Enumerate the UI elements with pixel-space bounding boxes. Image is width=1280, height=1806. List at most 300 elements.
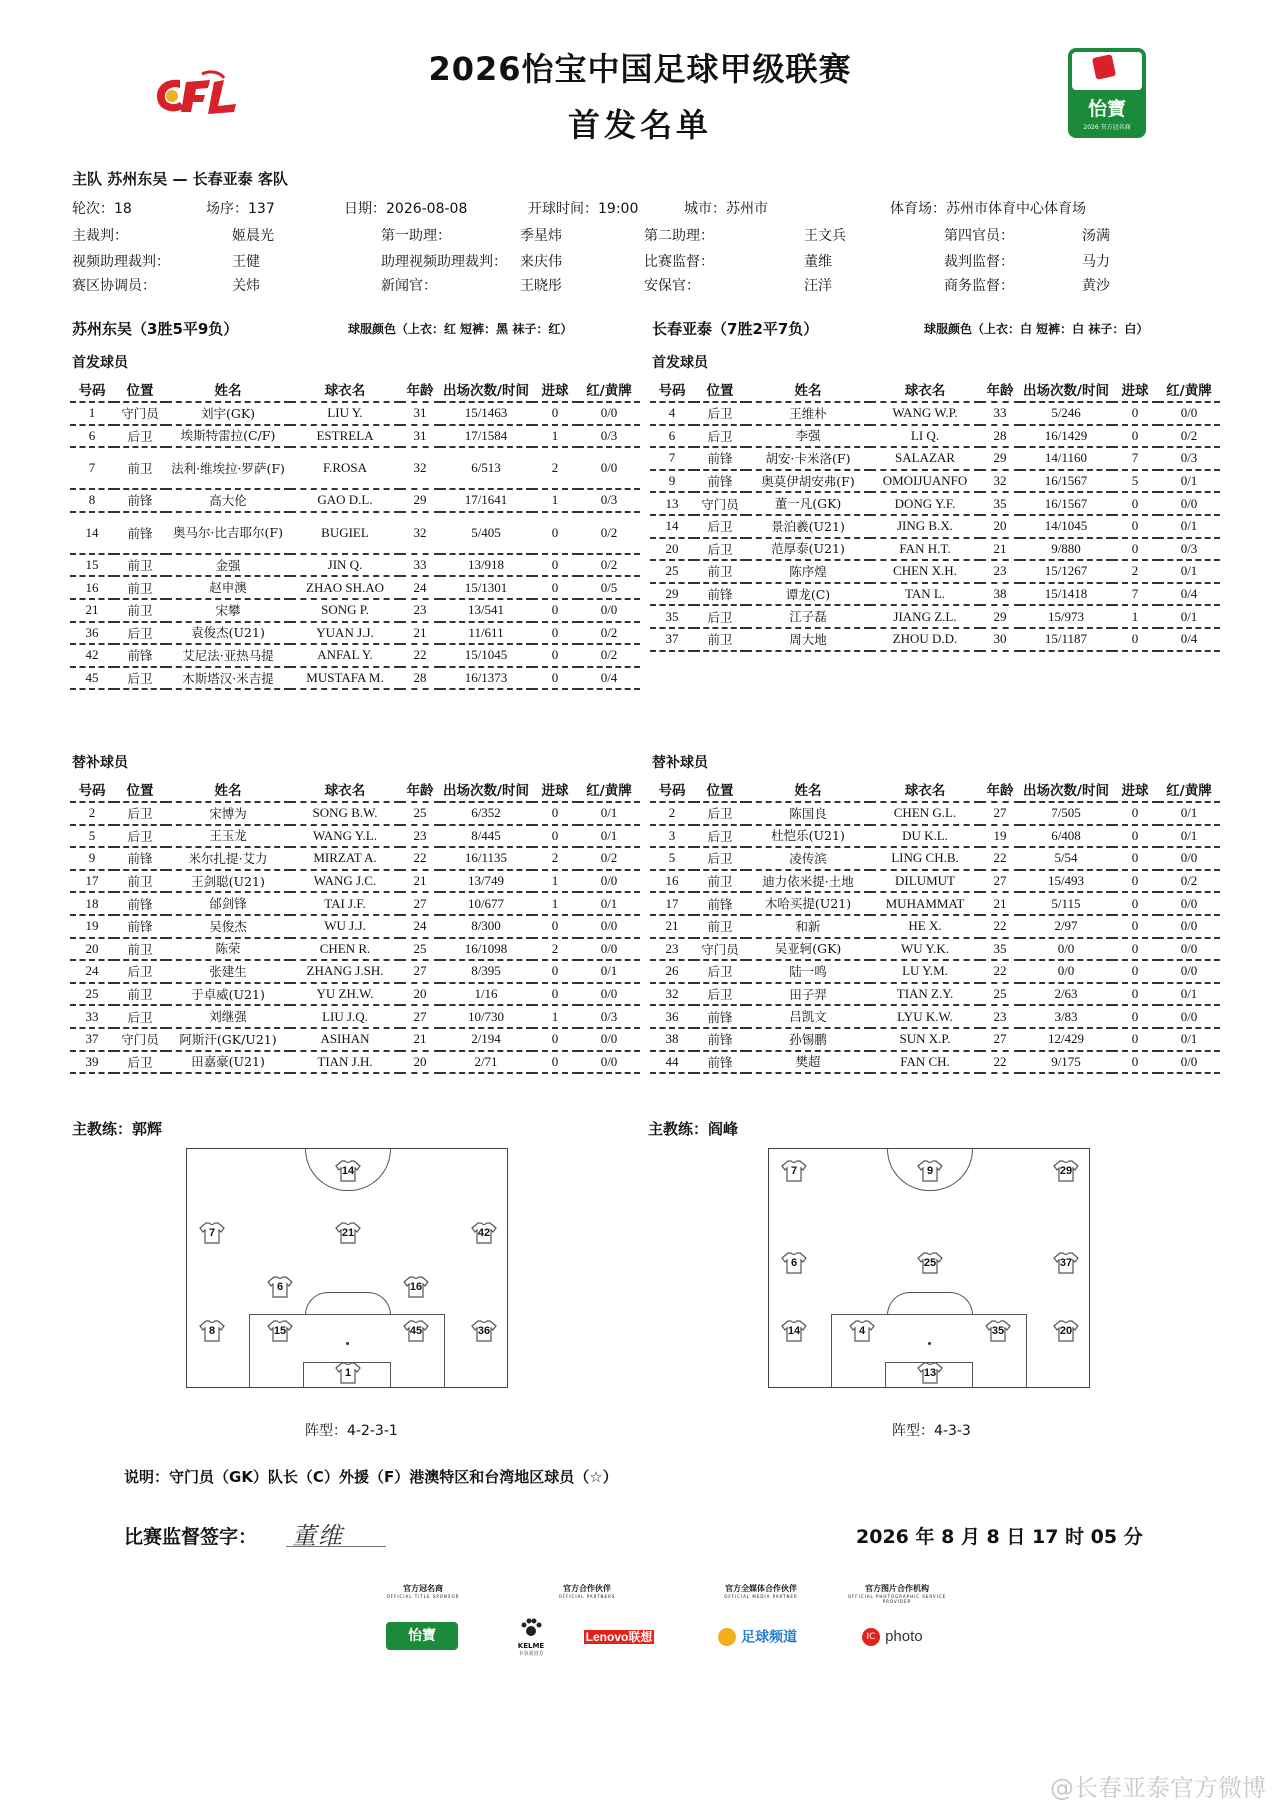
goals: 0: [532, 825, 578, 848]
appearances: 15/1418: [1020, 583, 1112, 606]
goals: 7: [1112, 583, 1158, 606]
shirt-name: JIN Q.: [290, 554, 400, 577]
player-number: 25: [650, 560, 694, 583]
player-name: 木斯塔汉·米吉提: [166, 667, 290, 690]
cards: 0/3: [1158, 447, 1220, 470]
shirt-number: 42: [477, 1227, 491, 1239]
cards: 0/0: [578, 983, 640, 1006]
appearances: 8/300: [440, 915, 532, 938]
cards: 0/1: [1158, 983, 1220, 1006]
table-row: [70, 1051, 640, 1074]
column-header: 进球: [1112, 777, 1158, 802]
player-age: 33: [980, 402, 1020, 425]
cards: 0/1: [578, 825, 640, 848]
shirt-number: 13: [923, 1367, 937, 1379]
goals: 0: [1112, 538, 1158, 561]
shirt-name: TAI J.F.: [290, 892, 400, 915]
player-number: 32: [650, 983, 694, 1006]
goals: 0: [1112, 870, 1158, 893]
column-header: 姓名: [746, 777, 870, 802]
cards: 0/2: [578, 512, 640, 554]
shirt-name: WANG J.C.: [290, 870, 400, 893]
appearances: 8/445: [440, 825, 532, 848]
player-position: 前锋: [694, 1005, 746, 1028]
cards: 0/2: [578, 847, 640, 870]
shirt-name: CHEN X.H.: [870, 560, 980, 583]
yibao-partner-logo: 怡寶: [386, 1622, 458, 1650]
player-shirt-icon: [849, 1320, 875, 1342]
table-row: [70, 1005, 640, 1028]
shirt-name: SALAZAR: [870, 447, 980, 470]
appearances: 6/513: [440, 447, 532, 489]
player-age: 35: [980, 938, 1020, 961]
shirt-number: 14: [341, 1165, 355, 1177]
player-shirt-icon: [1053, 1160, 1079, 1182]
cards: 0/4: [1158, 628, 1220, 651]
player-number: 4: [650, 402, 694, 425]
column-header: 球衣名: [870, 777, 980, 802]
player-name: 刘继强: [166, 1005, 290, 1028]
appearances: 1/16: [440, 983, 532, 1006]
weibo-watermark: @长春亚泰官方微博: [1050, 1774, 1266, 1802]
goals: 0: [532, 983, 578, 1006]
player-age: 30: [980, 628, 1020, 651]
table-row: [650, 538, 1220, 561]
column-header: 号码: [70, 377, 114, 402]
player-shirt-icon: [199, 1320, 225, 1342]
player-age: 23: [400, 599, 440, 622]
goals: 1: [532, 892, 578, 915]
player-age: 31: [400, 425, 440, 448]
player-age: 27: [980, 870, 1020, 893]
player-age: 27: [400, 892, 440, 915]
appearances: 6/408: [1020, 825, 1112, 848]
goals: 0: [532, 512, 578, 554]
player-name: 江子磊: [746, 605, 870, 628]
player-age: 32: [400, 447, 440, 489]
player-name: 王玉龙: [166, 825, 290, 848]
player-position: 前卫: [114, 576, 166, 599]
cards: 0/1: [1158, 605, 1220, 628]
goals: 0: [1112, 1005, 1158, 1028]
player-age: 21: [980, 892, 1020, 915]
player-name: 吕凯文: [746, 1005, 870, 1028]
appearances: 16/1567: [1020, 492, 1112, 515]
player-name: 金强: [166, 554, 290, 577]
cards: 0/0: [1158, 1005, 1220, 1028]
player-age: 29: [400, 489, 440, 512]
goals: 1: [532, 1005, 578, 1028]
player-name: 木哈买提(U21): [746, 892, 870, 915]
player-age: 29: [980, 447, 1020, 470]
home-subs-table: [70, 777, 640, 1074]
player-number: 14: [70, 512, 114, 554]
player-age: 23: [400, 825, 440, 848]
table-row: [70, 622, 640, 645]
shirt-name: ESTRELA: [290, 425, 400, 448]
player-name: 米尔扎提·艾力: [166, 847, 290, 870]
goals: 0: [532, 802, 578, 825]
away-formation: 阵型：4-3-3: [892, 1423, 971, 1439]
shirt-number: 4: [858, 1325, 866, 1337]
goals: 0: [1112, 492, 1158, 515]
appearances: 17/1641: [440, 489, 532, 512]
player-age: 22: [980, 960, 1020, 983]
appearances: 11/611: [440, 622, 532, 645]
table-row: [650, 515, 1220, 538]
player-position: 后卫: [694, 960, 746, 983]
column-header: 红/黄牌: [578, 777, 640, 802]
player-age: 25: [400, 802, 440, 825]
goals: 0: [532, 402, 578, 425]
column-header: 出场次数/时间: [1020, 777, 1112, 802]
away-team-record: 长春亚泰（7胜2平7负）: [652, 320, 819, 338]
player-position: 后卫: [694, 515, 746, 538]
player-position: 前卫: [114, 938, 166, 961]
player-position: 前锋: [694, 1051, 746, 1074]
ic-photo-icon: IC: [862, 1628, 880, 1646]
player-position: 前锋: [694, 447, 746, 470]
player-number: 21: [650, 915, 694, 938]
player-number: 3: [650, 825, 694, 848]
player-name: 杜恺乐(U21): [746, 825, 870, 848]
shirt-name: ZHOU D.D.: [870, 628, 980, 651]
stadium-info: 体育场：苏州市体育中心体育场: [890, 201, 1086, 217]
partner-title-1: 官方冠名商: [403, 1584, 443, 1593]
away-starters-heading: 首发球员: [652, 355, 708, 371]
away-subs-table: [650, 777, 1220, 1074]
table-row: [650, 983, 1220, 1006]
column-header: 红/黄牌: [578, 377, 640, 402]
cards: 0/0: [578, 938, 640, 961]
player-position: 后卫: [114, 1005, 166, 1028]
player-number: 33: [70, 1005, 114, 1028]
ic-photo-logo: IC photo: [862, 1626, 952, 1648]
goals: 0: [532, 554, 578, 577]
home-subs-heading: 替补球员: [72, 755, 128, 771]
player-age: 21: [400, 1028, 440, 1051]
home-team-record: 苏州东吴（3胜5平9负）: [72, 320, 239, 338]
table-row: [70, 576, 640, 599]
goals: 0: [1112, 802, 1158, 825]
player-name: 谭龙(C): [746, 583, 870, 606]
column-header: 姓名: [166, 777, 290, 802]
goals: 2: [1112, 560, 1158, 583]
column-header: 进球: [1112, 377, 1158, 402]
player-age: 22: [980, 915, 1020, 938]
player-name: 田子羿: [746, 983, 870, 1006]
column-header: 年龄: [400, 377, 440, 402]
player-age: 22: [400, 847, 440, 870]
table-row: [650, 425, 1220, 448]
player-age: 21: [400, 870, 440, 893]
player-position: 前锋: [694, 470, 746, 493]
player-name: 王维朴: [746, 402, 870, 425]
shirt-name: FAN H.T.: [870, 538, 980, 561]
partner-title-3: 官方全媒体合作伙伴: [725, 1584, 797, 1593]
goals: 1: [1112, 605, 1158, 628]
cards: 0/2: [578, 644, 640, 667]
player-position: 守门员: [114, 402, 166, 425]
home-coach: 主教练：郭辉: [72, 1120, 163, 1138]
table-row: [70, 667, 640, 690]
player-position: 前卫: [114, 983, 166, 1006]
player-shirt-icon: [267, 1276, 293, 1298]
signature: 董维: [292, 1522, 344, 1550]
shirt-number: 6: [276, 1281, 284, 1293]
table-row: [650, 1005, 1220, 1028]
document-title: 首发名单: [567, 106, 712, 144]
table-row: [650, 447, 1220, 470]
shirt-name: JING B.X.: [870, 515, 980, 538]
goals: 0: [532, 576, 578, 599]
goals: 0: [532, 960, 578, 983]
official-name: 马力: [1082, 254, 1110, 270]
cards: 0/0: [578, 1051, 640, 1074]
away-formation-pitch: [768, 1148, 1090, 1388]
player-name: 邰剑锋: [166, 892, 290, 915]
player-number: 45: [70, 667, 114, 690]
paw-icon: [520, 1618, 542, 1638]
player-age: 24: [400, 576, 440, 599]
player-age: 23: [980, 560, 1020, 583]
player-number: 15: [70, 554, 114, 577]
player-name: 奥马尔·比吉耶尔(F): [166, 512, 290, 554]
football-channel-logo: 足球频道: [718, 1626, 828, 1648]
player-position: 前锋: [114, 892, 166, 915]
goals: 5: [1112, 470, 1158, 493]
shirt-number: 9: [926, 1165, 934, 1177]
player-name: 陈荣: [166, 938, 290, 961]
official-label: 裁判监督：: [944, 254, 1014, 270]
shirt-name: WANG Y.L.: [290, 825, 400, 848]
appearances: 13/541: [440, 599, 532, 622]
column-header: 号码: [70, 777, 114, 802]
cards: 0/0: [1158, 492, 1220, 515]
player-position: 前锋: [114, 847, 166, 870]
appearances: 5/405: [440, 512, 532, 554]
appearances: 3/83: [1020, 1005, 1112, 1028]
table-row: [70, 892, 640, 915]
column-header: 红/黄牌: [1158, 777, 1220, 802]
partner-sub-4: OFFICIAL PHOTOGRAPHIC SERVICE PROVIDER: [847, 1594, 947, 1604]
official-label: 安保官：: [644, 278, 700, 294]
player-number: 5: [650, 847, 694, 870]
shirt-number: 21: [341, 1227, 355, 1239]
sponsor-logo: 怡寶 2026 官方冠名商: [1068, 48, 1146, 138]
official-name: 王晓彤: [520, 278, 562, 294]
player-number: 36: [650, 1005, 694, 1028]
shirt-name: TIAN Z.Y.: [870, 983, 980, 1006]
table-row: [650, 892, 1220, 915]
table-row: [650, 605, 1220, 628]
player-age: 27: [400, 1005, 440, 1028]
player-shirt-icon: [335, 1160, 361, 1182]
shirt-name: DILUMUT: [870, 870, 980, 893]
appearances: 8/395: [440, 960, 532, 983]
match-no-info: 场序：137: [206, 201, 275, 217]
official-label: 视频助理裁判：: [72, 254, 170, 270]
official-name: 姬晨光: [232, 228, 274, 244]
appearances: 13/749: [440, 870, 532, 893]
shirt-name: LYU K.W.: [870, 1005, 980, 1028]
appearances: 2/71: [440, 1051, 532, 1074]
appearances: 14/1045: [1020, 515, 1112, 538]
cards: 0/1: [578, 892, 640, 915]
goals: 0: [1112, 847, 1158, 870]
player-name: 艾尼法·亚热马提: [166, 644, 290, 667]
player-number: 9: [70, 847, 114, 870]
away-subs-heading: 替补球员: [652, 755, 708, 771]
cards: 0/0: [578, 599, 640, 622]
shirt-number: 35: [991, 1325, 1005, 1337]
cards: 0/2: [578, 554, 640, 577]
shirt-name: WANG W.P.: [870, 402, 980, 425]
player-position: 前卫: [694, 560, 746, 583]
goals: 0: [1112, 1051, 1158, 1074]
player-position: 守门员: [694, 938, 746, 961]
player-name: 凌传滨: [746, 847, 870, 870]
shirt-name: MUHAMMAT: [870, 892, 980, 915]
player-name: 陆一鸣: [746, 960, 870, 983]
shirt-name: OMOIJUANFO: [870, 470, 980, 493]
player-name: 张建生: [166, 960, 290, 983]
appearances: 12/429: [1020, 1028, 1112, 1051]
player-position: 后卫: [114, 1051, 166, 1074]
signed-datetime: 2026 年 8 月 8 日 17 时 05 分: [856, 1526, 1143, 1548]
player-name: 袁俊杰(U21): [166, 622, 290, 645]
column-header: 姓名: [746, 377, 870, 402]
player-number: 9: [650, 470, 694, 493]
cards: 0/0: [1158, 892, 1220, 915]
appearances: 2/63: [1020, 983, 1112, 1006]
player-position: 后卫: [694, 605, 746, 628]
shirt-number: 36: [477, 1325, 491, 1337]
table-row: [650, 938, 1220, 961]
player-position: 前锋: [694, 1028, 746, 1051]
player-shirt-icon: [781, 1252, 807, 1274]
player-position: 后卫: [694, 538, 746, 561]
goals: 2: [532, 938, 578, 961]
player-shirt-icon: [1053, 1252, 1079, 1274]
appearances: 16/1429: [1020, 425, 1112, 448]
table-row: [70, 983, 640, 1006]
appearances: 15/973: [1020, 605, 1112, 628]
appearances: 15/1463: [440, 402, 532, 425]
goals: 0: [532, 915, 578, 938]
shirt-name: TIAN J.H.: [290, 1051, 400, 1074]
player-name: 赵申澳: [166, 576, 290, 599]
player-number: 13: [650, 492, 694, 515]
official-label: 助理视频助理裁判：: [381, 254, 507, 270]
official-name: 董维: [804, 254, 832, 270]
table-row: [70, 825, 640, 848]
cards: 0/0: [1158, 1051, 1220, 1074]
table-row: [70, 512, 640, 554]
appearances: 6/352: [440, 802, 532, 825]
player-position: 前卫: [114, 599, 166, 622]
goals: 0: [1112, 983, 1158, 1006]
appearances: 9/175: [1020, 1051, 1112, 1074]
player-position: 前锋: [114, 644, 166, 667]
appearances: 16/1567: [1020, 470, 1112, 493]
player-age: 24: [400, 915, 440, 938]
player-name: 陈序煌: [746, 560, 870, 583]
lenovo-logo: Lenovo联想: [585, 1630, 653, 1644]
player-position: 前卫: [114, 870, 166, 893]
shirt-number: 15: [273, 1325, 287, 1337]
player-number: 8: [70, 489, 114, 512]
player-shirt-icon: [335, 1222, 361, 1244]
shirt-number: 1: [344, 1367, 352, 1379]
player-name: 于卓威(U21): [166, 983, 290, 1006]
player-number: 36: [70, 622, 114, 645]
column-header: 红/黄牌: [1158, 377, 1220, 402]
shirt-name: LI Q.: [870, 425, 980, 448]
player-position: 后卫: [114, 667, 166, 690]
shirt-name: WU Y.K.: [870, 938, 980, 961]
player-shirt-icon: [403, 1276, 429, 1298]
player-shirt-icon: [335, 1362, 361, 1384]
player-name: 范厚泰(U21): [746, 538, 870, 561]
player-shirt-icon: [199, 1222, 225, 1244]
cards: 0/5: [578, 576, 640, 599]
shirt-name: LIU Y.: [290, 402, 400, 425]
shirt-number: 29: [1059, 1165, 1073, 1177]
column-header: 出场次数/时间: [440, 377, 532, 402]
player-number: 20: [70, 938, 114, 961]
partner-title-2: 官方合作伙伴: [563, 1584, 611, 1593]
column-header: 姓名: [166, 377, 290, 402]
signature-label: 比赛监督签字：: [124, 1526, 258, 1548]
cards: 0/3: [1158, 538, 1220, 561]
shirt-name: CHEN R.: [290, 938, 400, 961]
appearances: 13/918: [440, 554, 532, 577]
appearances: 5/54: [1020, 847, 1112, 870]
goals: 0: [1112, 1028, 1158, 1051]
column-header: 号码: [650, 777, 694, 802]
column-header: 出场次数/时间: [1020, 377, 1112, 402]
player-position: 后卫: [694, 402, 746, 425]
player-name: 李强: [746, 425, 870, 448]
official-label: 第二助理：: [644, 228, 714, 244]
column-header: 出场次数/时间: [440, 777, 532, 802]
goals: 0: [532, 622, 578, 645]
away-starters-table: [650, 377, 1220, 652]
table-row: [650, 1028, 1220, 1051]
player-number: 38: [650, 1028, 694, 1051]
table-row: [650, 915, 1220, 938]
shirt-name: CHEN G.L.: [870, 802, 980, 825]
player-number: 16: [650, 870, 694, 893]
table-row: [70, 644, 640, 667]
player-age: 32: [400, 512, 440, 554]
official-name: 黄沙: [1082, 278, 1110, 294]
column-header: 进球: [532, 377, 578, 402]
player-number: 18: [70, 892, 114, 915]
player-shirt-icon: [781, 1320, 807, 1342]
goals: 0: [532, 644, 578, 667]
official-name: 关炜: [232, 278, 260, 294]
player-age: 27: [980, 802, 1020, 825]
player-position: 后卫: [694, 825, 746, 848]
goals: 0: [1112, 628, 1158, 651]
cards: 0/1: [1158, 1028, 1220, 1051]
match-teams-line: 主队 苏州东吴 — 长春亚泰 客队: [72, 170, 288, 188]
column-header: 球衣名: [290, 377, 400, 402]
player-number: 2: [70, 802, 114, 825]
appearances: 5/115: [1020, 892, 1112, 915]
